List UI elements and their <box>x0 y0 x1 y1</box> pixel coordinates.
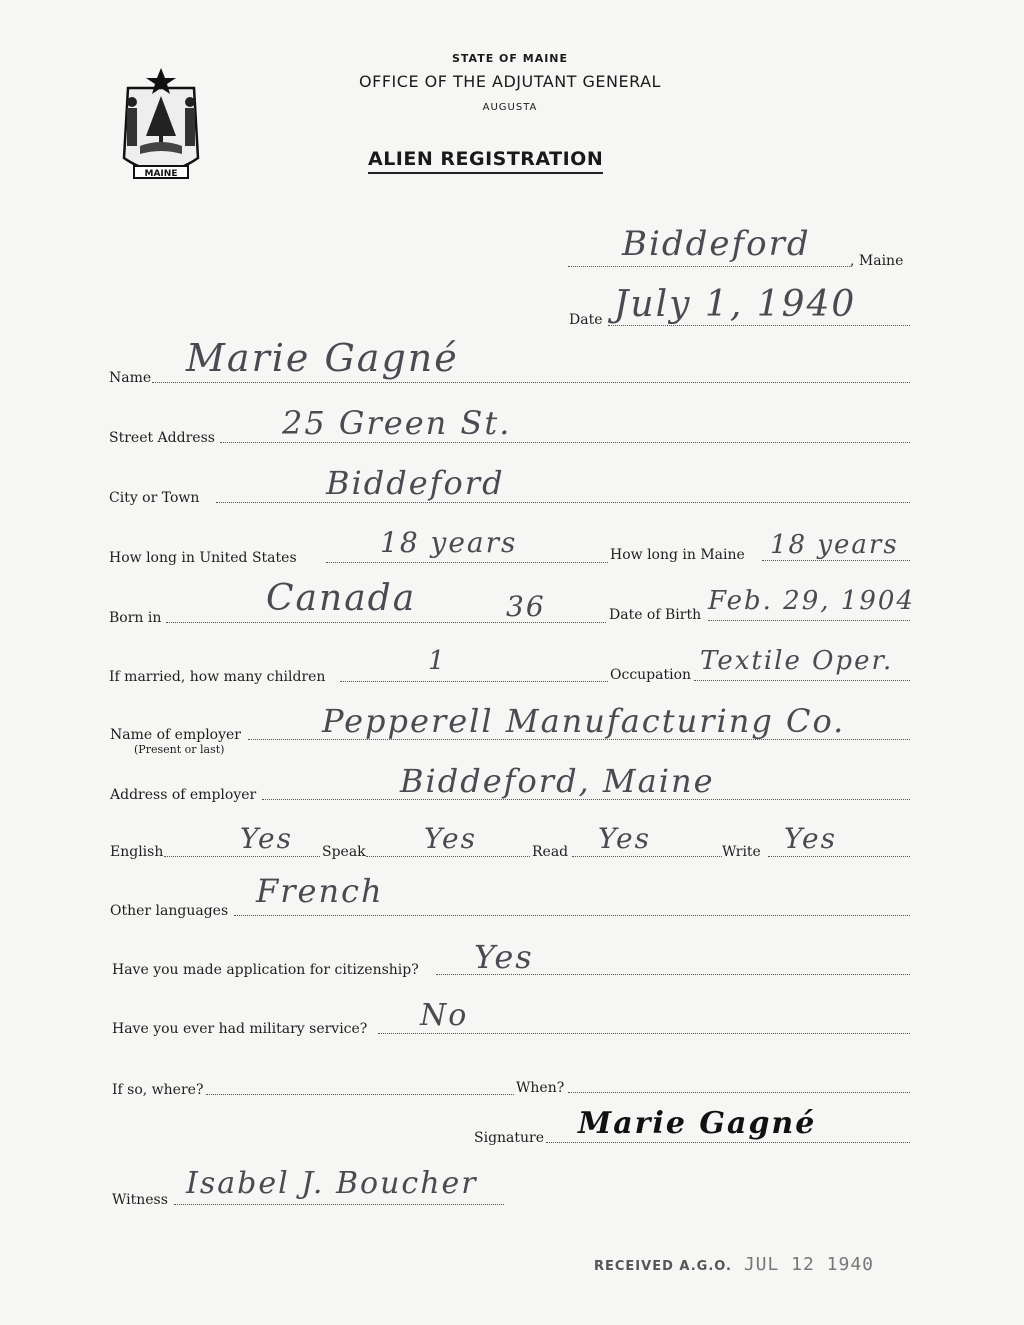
signature-label: Signature <box>474 1130 545 1146</box>
born-value: Canada <box>266 578 417 619</box>
read-label: Read <box>532 844 569 860</box>
employer-note: (Present or last) <box>134 743 225 756</box>
other-lang-line <box>234 915 910 916</box>
city-line <box>216 502 910 503</box>
when-label: When? <box>516 1080 565 1096</box>
dob-line <box>708 620 910 621</box>
children-label: If married, how many children <box>109 669 326 685</box>
header-state: STATE OF MAINE <box>451 52 569 65</box>
name-label: Name <box>109 370 152 386</box>
dob-value: Feb. 29, 1904 <box>708 586 915 616</box>
read-line <box>572 856 722 857</box>
us-label: How long in United States <box>109 550 297 566</box>
place-line <box>568 266 850 267</box>
military-label: Have you ever had military service? <box>112 1021 368 1037</box>
place-suffix-label: , Maine <box>850 253 904 269</box>
write-value: Yes <box>784 822 837 855</box>
maine-value: 18 years <box>770 530 899 560</box>
header-city: AUGUSTA <box>482 102 538 113</box>
city-label: City or Town <box>109 490 200 506</box>
where-line <box>206 1094 514 1095</box>
children-line <box>340 681 608 682</box>
witness-line <box>174 1204 504 1205</box>
employer-address-label: Address of employer <box>110 787 257 803</box>
received-stamp <box>594 1254 874 1275</box>
header-office: OFFICE OF THE ADJUTANT GENERAL <box>359 72 661 91</box>
stamp-date: JUL 12 1940 <box>743 1254 875 1275</box>
us-line <box>326 562 608 563</box>
stamp-received: RECEIVED A.G.O. <box>594 1259 732 1274</box>
born-label: Born in <box>109 610 162 626</box>
write-line <box>768 856 910 857</box>
military-value: No <box>420 998 469 1033</box>
occupation-label: Occupation <box>610 667 692 683</box>
us-value: 18 years <box>380 526 518 559</box>
write-label: Write <box>722 844 761 860</box>
signature-line <box>546 1142 910 1143</box>
employer-value: Pepperell Manufacturing Co. <box>322 702 846 740</box>
english-value: Yes <box>240 822 293 855</box>
age-value: 36 <box>506 590 546 623</box>
where-label: If so, where? <box>112 1082 204 1098</box>
occupation-value: Textile Oper. <box>700 646 894 676</box>
name-value: Marie Gagné <box>186 336 459 380</box>
employer-address-value: Biddeford, Maine <box>400 762 715 800</box>
maine-label: How long in Maine <box>610 547 745 563</box>
signature-value: Marie Gagné <box>578 1106 817 1141</box>
when-line <box>568 1092 910 1093</box>
maine-line <box>762 560 910 561</box>
name-line <box>152 382 910 383</box>
witness-label: Witness <box>112 1192 168 1208</box>
date-line <box>608 325 910 326</box>
witness-value: Isabel J. Boucher <box>186 1166 478 1201</box>
occupation-line <box>694 680 910 681</box>
children-value: 1 <box>428 646 447 676</box>
date-value: July 1, 1940 <box>614 284 857 325</box>
place-value: Biddeford <box>622 224 811 264</box>
employer-label: Name of employer <box>110 727 241 743</box>
military-line <box>378 1033 910 1034</box>
city-value: Biddeford <box>326 464 505 502</box>
english-line <box>164 856 320 857</box>
citizenship-label: Have you made application for citizenship? <box>112 962 419 978</box>
seal-text: MAINE <box>144 169 178 179</box>
form-title: ALIEN REGISTRATION <box>368 148 603 174</box>
street-label: Street Address <box>109 430 215 446</box>
street-value: 25 Green St. <box>282 404 512 442</box>
other-lang-label: Other languages <box>110 903 229 919</box>
speak-line <box>366 856 530 857</box>
dob-label: Date of Birth <box>609 607 702 623</box>
speak-value: Yes <box>424 822 477 855</box>
speak-label: Speak <box>322 844 366 860</box>
read-value: Yes <box>598 822 651 855</box>
english-label: English <box>110 844 164 860</box>
citizenship-value: Yes <box>474 938 534 976</box>
date-label: Date <box>569 312 603 328</box>
maine-seal-icon <box>108 66 214 186</box>
street-line <box>220 442 910 443</box>
other-lang-value: French <box>256 872 384 910</box>
